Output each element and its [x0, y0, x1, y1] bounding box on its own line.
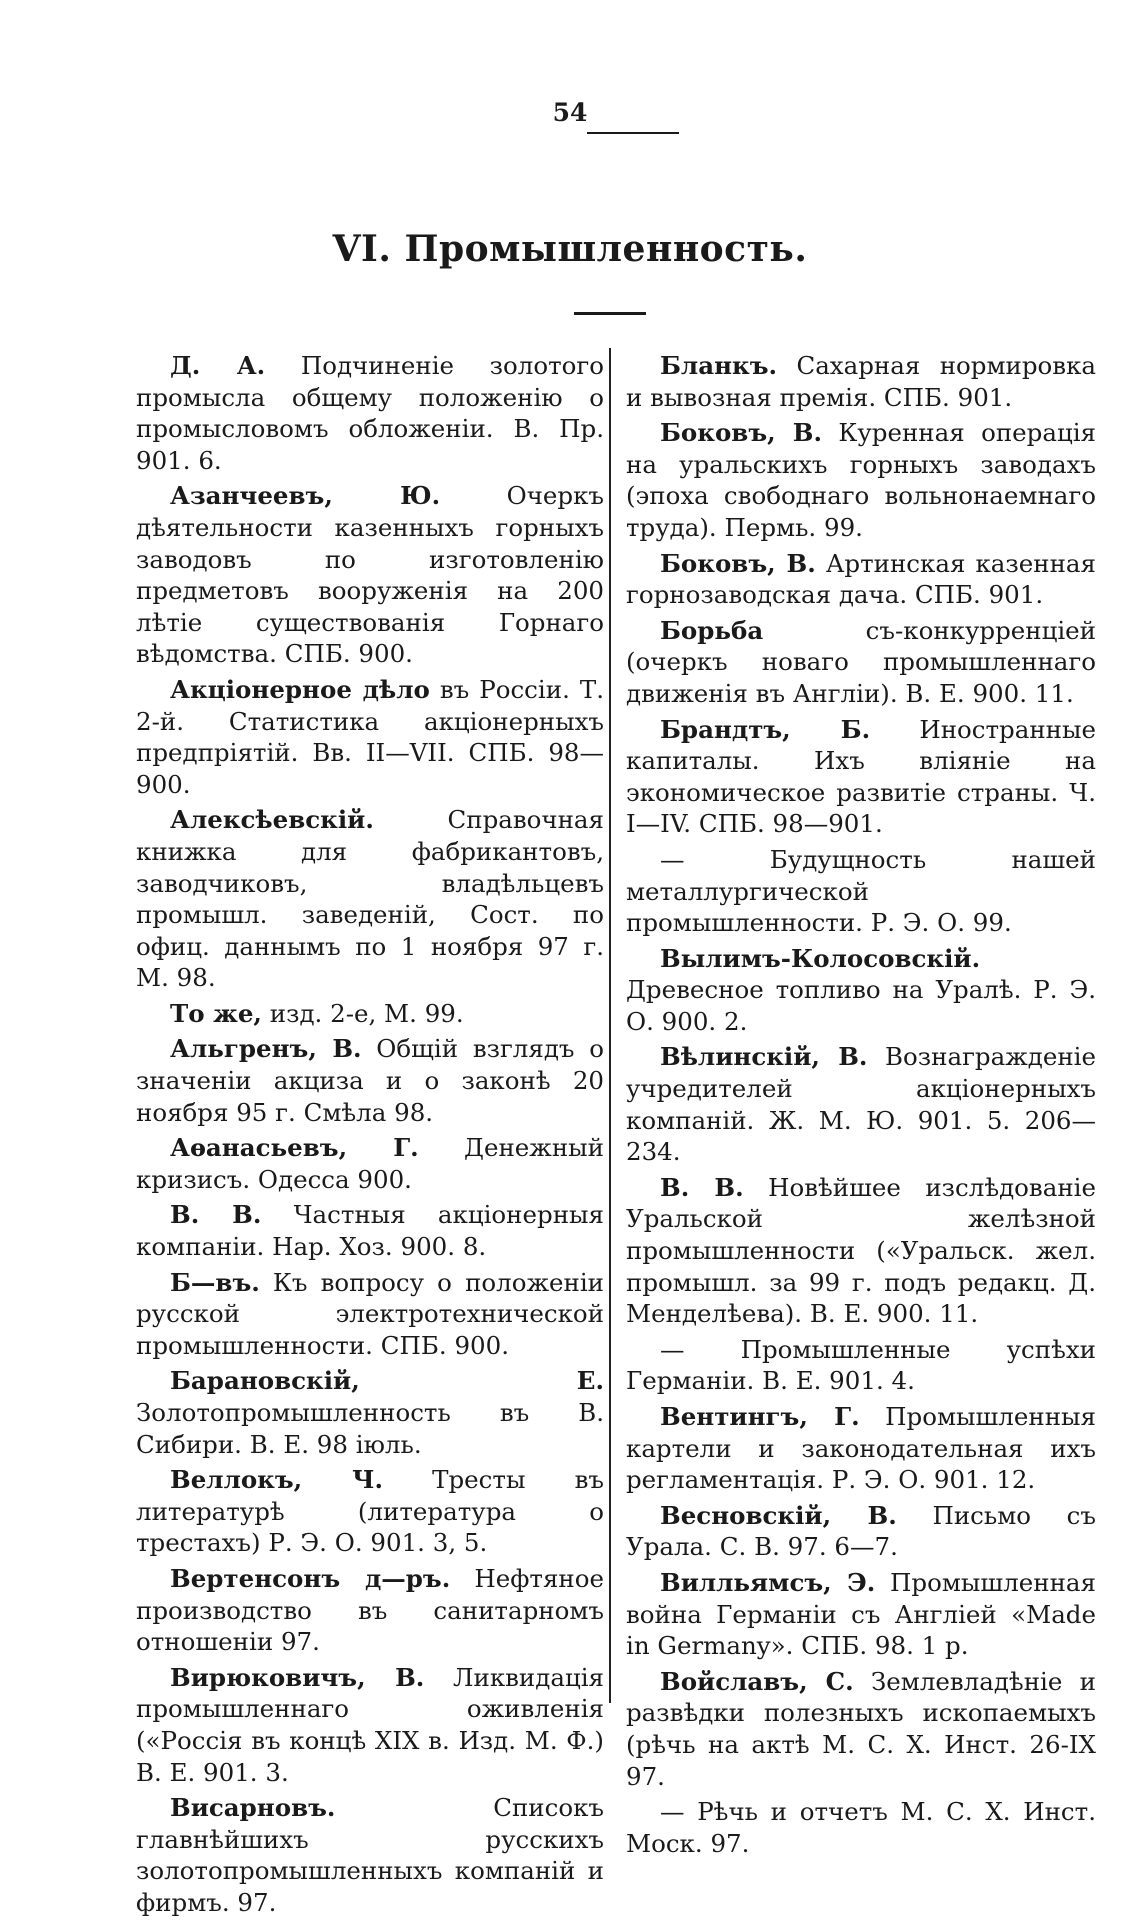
page-number: 54: [552, 98, 588, 127]
right-column: [626, 350, 1096, 1863]
entry-text: Общій взглядъ о значеніи акциза и о законѣ 20 ноября 95 г. Смѣла 98.: [136, 1034, 604, 1127]
entry-text: Письмо съ Урала. С. В. 97. 6—7.: [626, 1500, 1096, 1562]
entry-author: То же,: [170, 998, 262, 1028]
entry-text: Нефтяное производство въ санитарномъ отношеніи 97.: [136, 1563, 604, 1657]
bibliography-entry: [136, 804, 604, 994]
bibliography-entry: [626, 1334, 1096, 1397]
bibliography-entry: [136, 1199, 604, 1262]
section-title: VI. Промышленность.: [332, 228, 808, 270]
entry-author: Вирюковичъ, В.: [170, 1662, 425, 1692]
entry-text: въ Россіи. Т. 2-й. Статистика акціонерныхъ предпріятій. Вв. II—VII. СПБ. 98—900.: [136, 674, 604, 799]
entry-author: Аѳанасьевъ, Г.: [170, 1133, 419, 1163]
entry-text: — Будущность нашей металлургической промышленности. Р. Э. О. 99.: [626, 844, 1096, 938]
entry-author: Вилльямсъ, Э.: [660, 1567, 876, 1597]
entry-text: Частныя акціонерныя компаніи. Нар. Хоз. 900. 8.: [136, 1200, 604, 1262]
entry-author: Акціонерное дѣло: [170, 674, 430, 704]
bibliography-entry: [626, 548, 1096, 611]
entry-text: Тресты въ литературѣ (литература о трестахъ) Р. Э. О. 901. 3, 5.: [136, 1465, 604, 1558]
entry-text: Сахарная нормировка и вывозная премія. СПБ. 901.: [626, 351, 1096, 412]
entry-text: — Рѣчь и отчетъ М. С. Х. Инст. Моск. 97.: [626, 1797, 1096, 1858]
entry-text: Подчиненіе золотого промысла общему положенію о промысловомъ обложеніи. В. Пр. 901. 6.: [136, 351, 604, 475]
entry-text: Промышленныя картели и законодательная ихъ регламентація. Р. Э. О. 901. 12.: [626, 1402, 1096, 1495]
entry-author: Боковъ, В.: [660, 418, 823, 448]
bibliography-entry: [136, 350, 604, 476]
entry-author: Азанчеевъ, Ю.: [170, 481, 441, 511]
entry-author: Войславъ, С.: [660, 1666, 854, 1696]
entry-author: Брандтъ, Б.: [660, 714, 871, 744]
entry-text: Артинская казенная горнозаводская дача. СПБ. 901.: [626, 548, 1096, 610]
bibliography-entry: [136, 1662, 604, 1788]
entry-text: изд. 2-е, М. 99.: [261, 998, 464, 1028]
entry-text: Ликвидація промышленнаго оживленія («Россія въ концѣ XIX в. Изд. М. Ф.) В. Е. 901. 3.: [136, 1662, 604, 1787]
column-divider: [609, 348, 611, 1703]
entry-author: Весновскій, В.: [660, 1500, 897, 1530]
bibliography-entry: [626, 1567, 1096, 1662]
entry-author: Алексѣевскій.: [170, 805, 374, 835]
entry-text: Промышленная война Германіи съ Англіей «Made in Germany». СПБ. 98. 1 р.: [626, 1567, 1096, 1661]
entry-author: Д. А.: [170, 351, 266, 380]
page-number-rule: [587, 132, 679, 134]
bibliography-entry: [136, 1267, 604, 1362]
entry-text: съ-конкурренціей (очеркъ новаго промышленнаго движенія въ Англіи). В. Е. 900. 11.: [626, 615, 1096, 708]
bibliography-entry: [136, 1464, 604, 1559]
entry-text: Очеркъ дѣятельности казенныхъ горныхъ заводовъ по изготовленію предметовъ вооруженія на 200 лѣтіе существованія Горнаго вѣдомства. СПБ. 900.: [136, 481, 604, 669]
bibliography-entry: [626, 1796, 1096, 1859]
entry-text: Новѣйшее изслѣдованіе Уральской желѣзной промышленности («Уральск. жел. промышл. за 99 г. подъ редакц. Д. Менделѣева). В. Е. 900. 11.: [626, 1172, 1096, 1329]
bibliography-entry: [136, 1792, 604, 1918]
bibliography-entry: [136, 998, 604, 1030]
entry-author: Б—въ.: [170, 1267, 260, 1297]
bibliography-entry: [626, 1666, 1096, 1792]
entry-text: Землевладѣніе и развѣдки полезныхъ ископаемыхъ (рѣчь на актѣ М. С. Х. Инст. 26-IX 97.: [626, 1666, 1096, 1791]
entry-author: Бланкъ.: [660, 351, 778, 380]
bibliography-entry: [626, 844, 1096, 939]
entry-author: Вертенсонъ д—ръ.: [170, 1563, 451, 1593]
entry-text: — Промышленные успѣхи Германіи. В. Е. 901. 4.: [626, 1334, 1096, 1396]
bibliography-entry: [136, 480, 604, 670]
entry-author: Веллокъ, Ч.: [170, 1465, 383, 1495]
entry-author: Борьба: [660, 615, 764, 645]
bibliography-entry: [626, 943, 1096, 1038]
bibliography-entry: [136, 1563, 604, 1658]
bibliography-entry: [626, 350, 1096, 413]
entry-text: Къ вопросу о положеніи русской электротехнической промышленности. СПБ. 900.: [136, 1267, 604, 1360]
bibliography-entry: [626, 1041, 1096, 1167]
entry-text: Иностранные капиталы. Ихъ вліяніе на экономическое развитіе страны. Ч. I—IV. СПБ. 98—901.: [626, 714, 1096, 839]
entry-text: Золотопромышленность въ В. Сибири. В. Е. 98 іюль.: [136, 1398, 604, 1459]
bibliography-entry: [626, 714, 1096, 840]
entry-author: В. В.: [660, 1172, 744, 1202]
entry-text: Куренная операція на уральскихъ горныхъ заводахъ (эпоха свободнаго вольнонаемнаго труда). Пермь. 99.: [626, 418, 1096, 542]
bibliography-entry: [626, 417, 1096, 543]
entry-author: Боковъ, В.: [660, 548, 816, 578]
bibliography-entry: [136, 1365, 604, 1460]
entry-text: Древесное топливо на Уралѣ. Р. Э. О. 900. 2.: [626, 975, 1096, 1036]
bibliography-entry: [626, 615, 1096, 710]
entry-text: Денежный кризисъ. Одесса 900.: [136, 1133, 604, 1194]
left-column: [136, 350, 604, 1923]
entry-text: Справочная книжка для фабрикантовъ, заводчиковъ, владѣльцевъ промышл. заведеній, Сост. по офиц. даннымъ по 1 ноября 97 г. М. 98.: [136, 805, 604, 993]
bibliography-entry: [626, 1172, 1096, 1330]
entry-author: Висарновъ.: [170, 1793, 336, 1823]
entry-author: Вылимъ-Колосовскій.: [660, 943, 981, 973]
title-rule: [574, 312, 646, 315]
entry-author: Альгренъ, В.: [170, 1034, 362, 1064]
entry-author: Барановскій, Е.: [170, 1366, 604, 1396]
entry-text: Вознагражденіе учредителей акціонерныхъ компаній. Ж. М. Ю. 901. 5. 206—234.: [626, 1042, 1096, 1167]
bibliography-entry: [136, 674, 604, 800]
entry-author: Вентингъ, Г.: [660, 1402, 860, 1431]
bibliography-entry: [626, 1401, 1096, 1496]
bibliography-entry: [626, 1500, 1096, 1563]
entry-text: Списокъ главнѣйшихъ русскихъ золотопромышленныхъ компаній и фирмъ. 97.: [136, 1793, 604, 1917]
entry-author: В. В.: [170, 1200, 262, 1230]
bibliography-entry: [136, 1033, 604, 1128]
bibliography-entry: [136, 1132, 604, 1195]
entry-author: Вѣлинскій, В.: [660, 1042, 868, 1072]
